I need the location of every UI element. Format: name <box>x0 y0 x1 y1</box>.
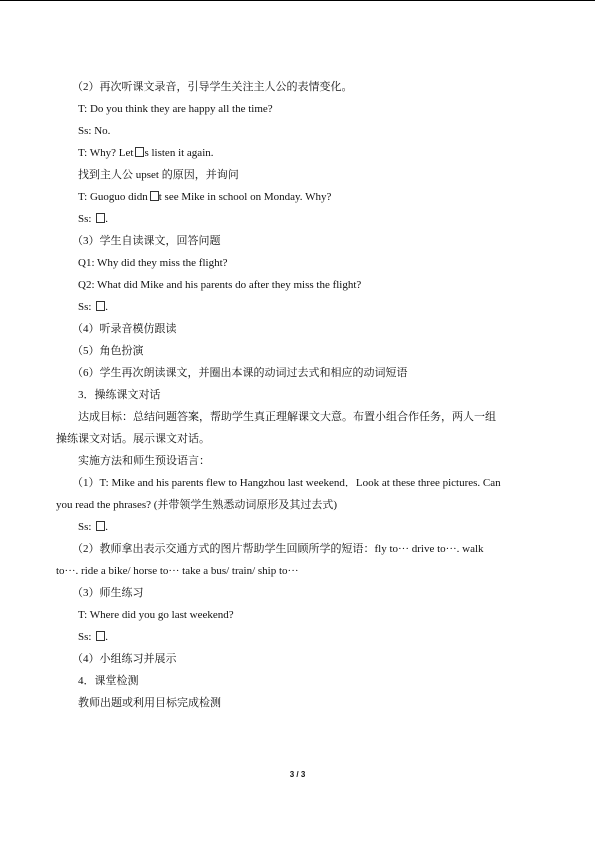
section-heading: 3．操练课文对话 <box>78 389 161 401</box>
page-number: 3 / 3 <box>289 770 306 779</box>
text-line: 教师出题或利用目标完成检测 <box>78 697 221 709</box>
text-line: （1）T: Mike and his parents flew to Hangzhou last weekend．Look at these three pictures. Can <box>72 477 501 489</box>
text-line: 达成目标：总结问题答案，帮助学生真正理解课文大意。布置小组合作任务，两人一组 <box>78 411 496 423</box>
text-line: （2）教师拿出表示交通方式的图片帮助学生回顾所学的短语：fly to··· drive to···. walk <box>72 543 484 555</box>
missing-glyph-box <box>135 147 144 157</box>
blank-box <box>96 521 105 531</box>
text-line: T: Guoguo didn t see Mike in school on Monday. Why? <box>78 191 332 203</box>
missing-glyph-box <box>150 191 159 201</box>
text-line: you read the phrases? (并带领学生熟悉动词原形及其过去式) <box>56 499 338 511</box>
text-line: Q2: What did Mike and his parents do after they miss the flight? <box>78 279 362 291</box>
text-line: （5）角色扮演 <box>72 345 144 357</box>
text-line: 实施方法和师生预设语言： <box>78 455 210 467</box>
text-line: Ss: . <box>78 521 108 533</box>
text-line: Ss: . <box>78 213 108 225</box>
text-line: （4）听录音模仿跟读 <box>72 323 177 335</box>
text-line: 操练课文对话。展示课文对话。 <box>56 433 210 445</box>
text-line: to···. ride a bike/ horse to··· take a bus/ train/ ship to··· <box>56 565 299 577</box>
text-line: T: Do you think they are happy all the time? <box>78 103 273 115</box>
blank-box <box>96 213 105 223</box>
text-line: Q1: Why did they miss the flight? <box>78 257 228 269</box>
text-line: Ss: No. <box>78 125 111 137</box>
text-line: （6）学生再次朗读课文，并圈出本课的动词过去式和相应的动词短语 <box>72 367 408 379</box>
section-heading: 4．课堂检测 <box>78 675 139 687</box>
blank-box <box>96 631 105 641</box>
text-line: 找到主人公 upset 的原因，并询问 <box>78 169 239 181</box>
text-line: （2）再次听课文录音，引导学生关注主人公的表情变化。 <box>72 81 353 93</box>
text-line: Ss: . <box>78 631 108 643</box>
text-line: （3）学生自读课文，回答问题 <box>72 235 221 247</box>
text-line: （3）师生练习 <box>72 587 144 599</box>
blank-box <box>96 301 105 311</box>
text-line: T: Why? Let s listen it again. <box>78 147 214 159</box>
text-line: T: Where did you go last weekend? <box>78 609 234 621</box>
text-line: Ss: . <box>78 301 108 313</box>
text-line: （4）小组练习并展示 <box>72 653 177 665</box>
